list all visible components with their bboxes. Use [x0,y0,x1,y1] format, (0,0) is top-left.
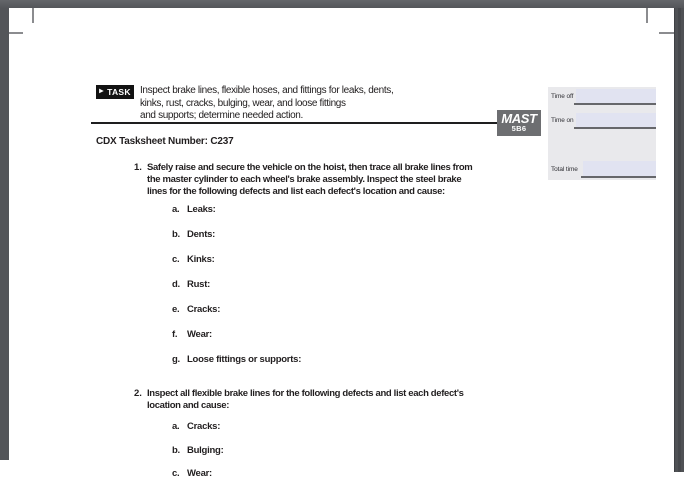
sub-item-1g [172,354,301,365]
time-on-writing-line [574,127,656,129]
sub-item-2c-clipped [172,468,212,479]
mast-badge [497,110,541,136]
page-edge-notch [0,460,9,472]
sub-item-label: Rust: [187,279,211,290]
sub-item-1a [172,204,216,215]
sub-item-1d [172,279,210,290]
sub-item-2a [172,421,220,432]
item-text-line: Safely raise and secure the vehicle on the hoist, then trace all brake lines from [147,162,473,173]
task-badge [96,85,134,99]
task-divider-rule [91,122,497,124]
sub-item-label: Leaks: [187,204,216,215]
crop-mark-top-right-vertical [646,8,648,23]
viewer-right-shadow [678,8,681,472]
viewer-background-top [0,0,684,8]
item-text-line: location and cause: [147,400,230,411]
sub-item-label: Wear: [187,329,212,340]
sub-item-label: Cracks: [187,304,221,315]
sub-item-letter: d. [172,279,180,290]
item-text [147,162,554,198]
task-item-1 [134,162,554,198]
task-item-2 [134,388,554,412]
item-text-line: the master cylinder to each wheel's brake assembly. Inspect the steel brake [147,174,462,185]
sub-item-label: Kinks: [187,254,215,265]
sub-item-letter: a. [172,421,180,432]
crop-mark-top-left-vertical [32,8,34,23]
sub-item-letter: g. [172,354,180,365]
time-off-label: Time off [551,92,574,100]
task-description-line: and supports; determine needed action. [140,110,303,122]
task-description-line: Inspect brake lines, flexible hoses, and fittings for leaks, dents, [140,85,394,96]
sub-item-1f [172,329,212,340]
sub-item-letter: b. [172,229,180,240]
crop-mark-top-left-horizontal [9,32,23,34]
time-off-field [576,89,656,103]
item-text [147,388,554,412]
task-description [140,85,470,123]
total-time-field [583,161,656,176]
task-badge-label: TASK [107,87,131,97]
sub-item-letter: c. [172,254,180,265]
task-description-line: kinks, rust, cracks, bulging, wear, and loose fittings [140,97,346,109]
sub-item-1b [172,229,215,240]
crop-mark-top-right-horizontal [659,32,674,34]
item-text-line: lines for the following defects and list each defect's location and cause: [147,186,445,197]
sub-item-letter: b. [172,445,180,456]
time-on-label: Time on [551,116,574,124]
sub-item-letter: f. [172,329,178,340]
total-time-writing-line [581,176,656,178]
sub-item-label: Wear: [187,468,212,479]
time-on-field [576,113,656,127]
sub-item-2b [172,445,224,456]
sub-item-letter: c. [172,468,180,479]
sub-item-label: Bulging: [187,445,224,456]
sub-item-label: Loose fittings or supports: [187,354,302,365]
viewer-background-left [0,8,9,460]
mast-badge-code: 5B6 [511,124,527,133]
sub-item-letter: a. [172,204,180,215]
sub-item-1c [172,254,215,265]
time-panel [548,87,656,180]
item-number: 1. [134,162,142,173]
sub-item-letter: e. [172,304,180,315]
mast-badge-title: MAST [501,111,537,126]
item-number: 2. [134,388,142,399]
sub-item-label: Dents: [187,229,216,240]
tasksheet-number: CDX Tasksheet Number: C237 [96,136,234,147]
sub-item-label: Cracks: [187,421,221,432]
total-time-label: Total time [551,166,578,173]
sub-item-1e [172,304,220,315]
task-arrow-icon: ▶ [99,88,105,95]
item-text-line: Inspect all flexible brake lines for the following defects and list each defect's [147,388,464,399]
time-off-writing-line [574,103,656,105]
